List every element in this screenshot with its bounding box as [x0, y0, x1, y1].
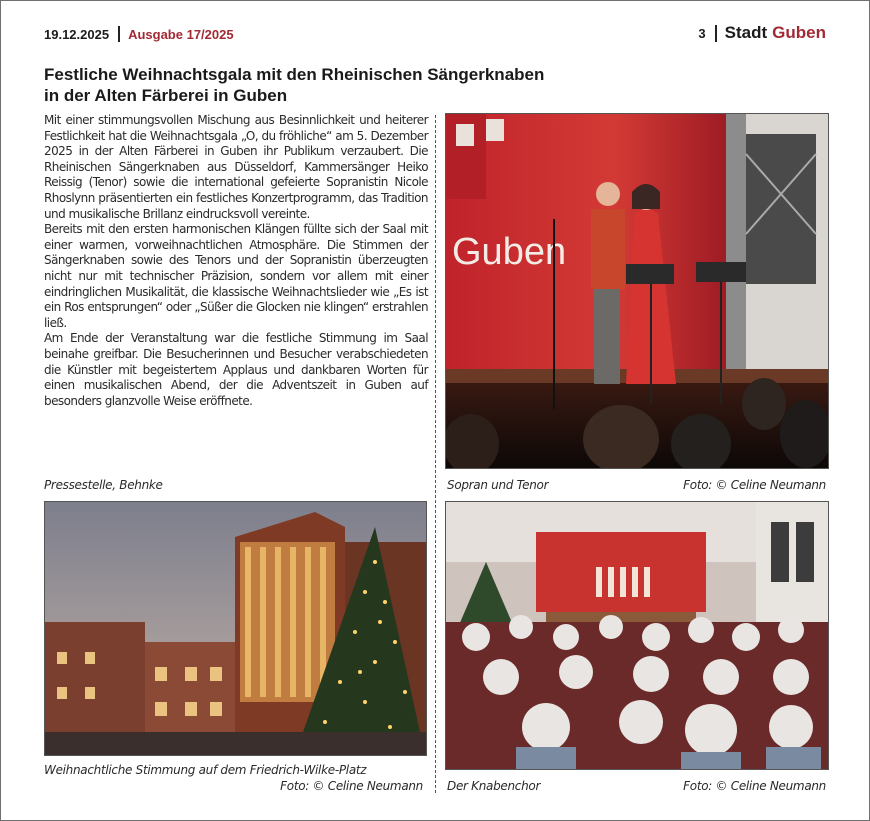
article-title-line: in der Alten Färberei in Guben — [44, 86, 288, 105]
article-title — [44, 64, 644, 106]
column-divider — [435, 115, 436, 793]
article-paragraph: Bereits mit den ersten harmonischen Klängen füllte sich der Saal mit einer warmen, vorweihnachtlichen Atmosphäre. Die Stimmen der Sängerknaben sowie des Tenors und der Sopranistin überzeugten nicht nur mit technischer Präzision, sondern vor allem mit einer eindringlichen Musikalität, die klassische Weihnachtslieder wie „Es ist ein Ros entsprungen“ oder „Süßer die Glocken nie klingen“ erstrahlen ließ. — [44, 222, 428, 330]
article-paragraph: Am Ende der Veranstaltung war die festliche Stimmung im Saal beinahe greifbar. Die Besucherinnen und Besucher verabschiedeten die Künstler mit begeistertem Applaus und dankbaren Worten für einen musikalischen Abend, der die Adventszeit in Guben auf besonders glanzvolle Weise eröffnete. — [44, 331, 428, 408]
article-body — [44, 113, 428, 409]
header-left — [44, 26, 234, 42]
stage-photo — [445, 113, 829, 469]
article-paragraph: Mit einer stimmungsvollen Mischung aus Besinnlichkeit und heiterer Festlichkeit hat die Weihnachtsgala „O, du fröhliche“ am 5. Dezember 2025 in der Alten Färberei in Guben ihr Publikum verzaubert. Die Rheinischen Sängerknaben aus Düsseldorf, Kammersänger Heiko Reissig (Tenor) sowie die international gefeierte Sopranistin Nicole Rhoslynn präsentierten ein festliches Konzertprogramm, das Tradition und musikalische Brillanz eindrucksvoll vereinte. — [44, 113, 428, 221]
stage-photo-caption: Sopran und Tenor — [447, 478, 549, 492]
header-divider — [118, 26, 120, 42]
building-photo-caption: Weihnachtliche Stimmung auf dem Friedrich-Wilke-Platz — [44, 763, 367, 777]
article-author: Pressestelle, Behnke — [44, 478, 163, 492]
header-right — [698, 23, 826, 43]
choir-photo — [445, 501, 829, 770]
choir-photo-caption: Der Knabenchor — [447, 779, 541, 793]
stage-photo-credit: Foto: © Celine Neumann — [683, 478, 826, 492]
header-divider — [715, 25, 717, 42]
building-photo — [44, 501, 427, 756]
article-title-line: Festliche Weihnachtsgala mit den Rheinischen Sängerknaben — [44, 65, 545, 84]
page-number: 3 — [698, 25, 706, 41]
issue-number: Ausgabe 17/2025 — [128, 26, 234, 42]
stage-banner-text: Guben — [452, 231, 567, 273]
issue-date: 19.12.2025 — [44, 26, 110, 42]
city-prefix: Stadt — [724, 23, 768, 42]
choir-photo-credit: Foto: © Celine Neumann — [683, 779, 826, 793]
building-photo-credit: Foto: © Celine Neumann — [280, 779, 423, 793]
city-name: Guben — [772, 23, 826, 42]
